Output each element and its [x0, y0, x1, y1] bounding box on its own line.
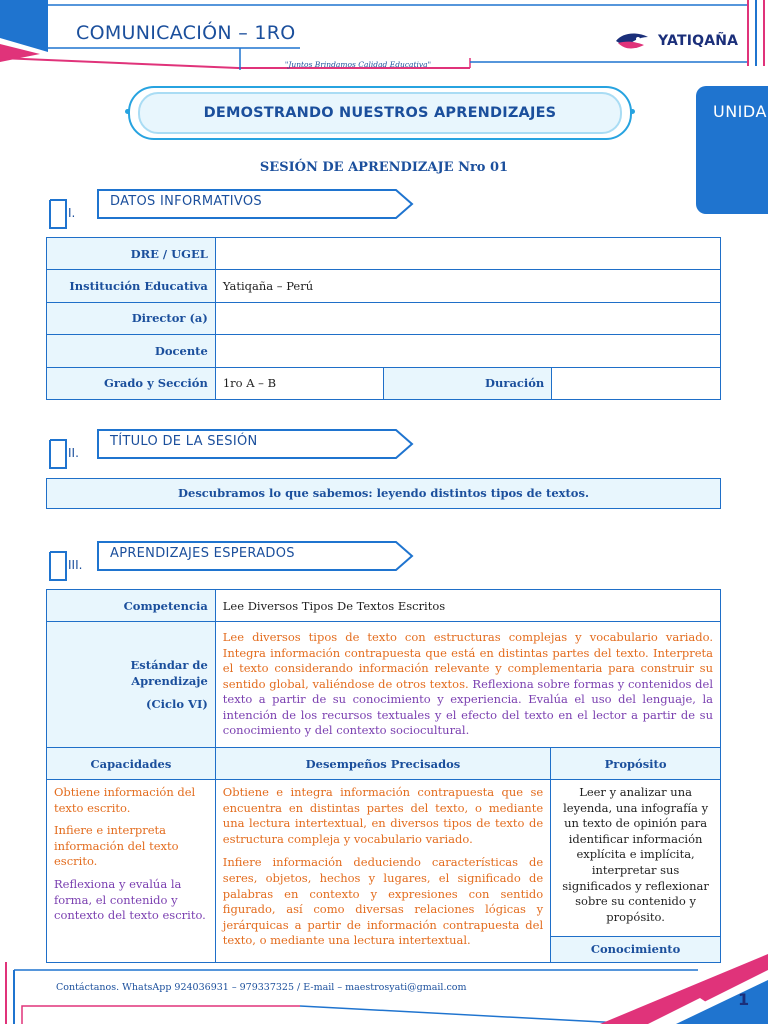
- session-name: Descubramos lo que sabemos: leyendo distintos tipos de textos.: [46, 478, 721, 509]
- section-header-iii: [46, 540, 416, 586]
- column-header-capacities: Capacidades: [47, 748, 216, 780]
- table-row: [47, 302, 721, 334]
- knowledge-label: Conocimiento: [551, 936, 721, 962]
- standard-label-cell: [47, 622, 216, 748]
- banner-dot-right: [630, 109, 635, 114]
- table-header-row: [47, 748, 721, 780]
- unit-tab[interactable]: [696, 86, 768, 214]
- column-header-performances: Desempeños Precisados: [215, 748, 550, 780]
- table-row: [47, 238, 721, 270]
- section-header-ii: [46, 428, 416, 474]
- logo-icon: [614, 31, 650, 51]
- capacity-item: Reflexiona y evalúa la forma, el contenido y contexto del texto escrito.: [54, 876, 206, 923]
- teacher-value[interactable]: [215, 335, 720, 367]
- institution-value[interactable]: Yatiqaña – Perú: [215, 270, 720, 302]
- purpose-text: Leer y analizar una leyenda, una infografía y un texto de opinión para identificar información explícita e implícita, interpretar sus significados y reflexionar sobre su contenido y propósito.: [551, 780, 721, 937]
- column-header-purpose: Propósito: [551, 748, 721, 780]
- standard-text: [215, 622, 720, 748]
- section-number: III.: [68, 558, 83, 572]
- brand-logo: [614, 30, 744, 52]
- main-banner: [128, 86, 632, 140]
- performances-cell: [215, 780, 550, 963]
- standard-part-1: Lee diversos tipos de texto con estructuras complejas y vocabulario variado. Integra información contrapuesta que está en distintas partes del texto.: [222, 629, 713, 660]
- standard-label: Estándar de Aprendizaje: [130, 657, 208, 689]
- capacity-item: Infiere e interpreta información del texto escrito.: [54, 823, 179, 869]
- footer-contact: Contáctanos. WhatsApp 924036931 – 979337325 / E-mail – maestrosyati@gmail.com: [56, 982, 467, 993]
- table-row: [47, 270, 721, 302]
- table-row: [47, 367, 721, 399]
- institution-label: Institución Educativa: [47, 270, 216, 302]
- section-number: I.: [68, 206, 76, 220]
- banner-dot-left: [125, 109, 130, 114]
- standard-part-2: Interpreta el texto considerando información relevante y complementaria para construir su sentido global, valiéndose de otros textos.: [222, 645, 713, 691]
- director-value[interactable]: [215, 302, 720, 334]
- capacities-cell: [47, 780, 216, 963]
- banner-box: [138, 92, 622, 134]
- subject-title: COMUNICACIÓN – 1RO: [76, 22, 296, 44]
- grade-value[interactable]: 1ro A – B: [215, 367, 383, 399]
- section-number: II.: [68, 446, 79, 460]
- duration-label: Duración: [383, 367, 552, 399]
- slogan: "Juntos Brindamos Calidad Educativa": [284, 60, 432, 69]
- table-row: [47, 622, 721, 748]
- director-label: Director (a): [47, 302, 216, 334]
- capacity-item: Obtiene información del texto escrito.: [54, 785, 196, 815]
- table-row: [47, 335, 721, 367]
- dre-label: DRE / UGEL: [47, 238, 216, 270]
- section-label: APRENDIZAJES ESPERADOS: [110, 546, 295, 561]
- teacher-label: Docente: [47, 335, 216, 367]
- dre-value[interactable]: [215, 238, 720, 270]
- banner-title: DEMOSTRANDO NUESTROS APRENDIZAJES: [203, 105, 557, 121]
- unit-tab-label: UNIDA: [713, 102, 767, 121]
- performance-item: Obtiene e integra información contrapuesta que se encuentra en distintas partes del texto, o mediante una lectura intertextual, en diversos tipos de texto de estructura compleja y vocabulario variado.: [222, 785, 544, 846]
- cycle-label: (Ciclo VI): [146, 696, 208, 711]
- session-title: SESIÓN DE APRENDIZAJE Nro 01: [259, 160, 509, 175]
- page-number: 1: [738, 990, 750, 1009]
- competence-label: Competencia: [47, 590, 216, 622]
- duration-value[interactable]: [552, 367, 721, 399]
- performance-item: Infiere información deduciendo características de seres, objetos, hechos y lugares, el significado de palabras en contexto y expresiones con sentido figurado, así como diversas relaciones lógicas y jerárquicas a partir de información contrapuesta del texto, o mediante una lectura intertextual.: [222, 855, 544, 948]
- section-label: TÍTULO DE LA SESIÓN: [110, 434, 258, 449]
- table-row: [47, 780, 721, 937]
- learning-table: [46, 589, 721, 963]
- competence-value: Lee Diversos Tipos De Textos Escritos: [215, 590, 720, 622]
- standard-part-3: Reflexiona sobre formas y contenidos del texto a partir de su conocimiento y experiencia. Evalúa el uso del lenguaje, la intención de los recursos textuales y el efecto del texto en el lector a partir de su conocimiento y del contexto sociocultural.: [222, 676, 714, 738]
- brand-name: YATIQAÑA: [658, 33, 739, 49]
- grade-label: Grado y Sección: [47, 367, 216, 399]
- table-row: [47, 590, 721, 622]
- info-table: [46, 237, 721, 400]
- section-header-i: [46, 188, 416, 234]
- section-label: DATOS INFORMATIVOS: [110, 194, 262, 209]
